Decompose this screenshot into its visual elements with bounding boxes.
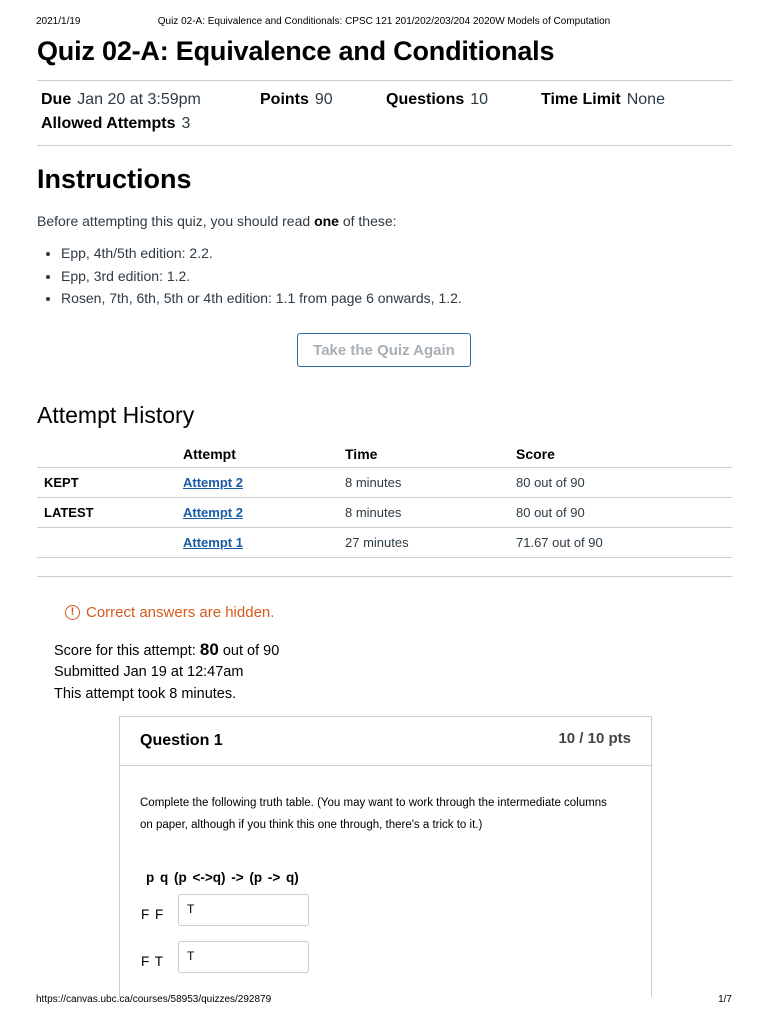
instructions-intro — [37, 213, 397, 229]
table-row — [37, 528, 732, 558]
score-prefix: Score for this attempt: — [54, 643, 200, 659]
truth-table-header: p q (p <->q) -> (p -> q) — [146, 870, 299, 885]
table-header-row — [37, 440, 732, 468]
answer-field[interactable]: T — [178, 941, 309, 973]
column-header-attempt: Attempt — [183, 440, 345, 468]
due-value: Jan 20 at 3:59pm — [77, 91, 201, 108]
question-points: 10 / 10 pts — [558, 730, 631, 747]
alert-circle-icon: ! — [65, 605, 80, 620]
question-header — [120, 717, 651, 766]
take-quiz-again-button[interactable]: Take the Quiz Again — [297, 333, 471, 367]
questions-value: 10 — [470, 91, 489, 108]
attempt-score: 71.67 out of 90 — [516, 528, 732, 558]
attempt-row-label: KEPT — [37, 468, 183, 498]
question-title: Question 1 — [140, 732, 223, 749]
reading-item: • Epp, 3rd edition: 1.2. — [61, 267, 462, 290]
attempt-time: 27 minutes — [345, 528, 516, 558]
divider — [37, 576, 732, 577]
intro-text: Before attempting this quiz, you should read — [37, 213, 315, 229]
answers-hidden-notice — [65, 604, 274, 621]
attempt-duration: This attempt took 8 minutes. — [54, 686, 237, 702]
print-url: https://canvas.ubc.ca/courses/58953/quizzes/292879 — [36, 994, 272, 1005]
truth-table-row-label: F F — [141, 907, 164, 922]
quiz-time-limit — [541, 91, 665, 109]
divider — [37, 80, 732, 81]
allowed-attempts-label: Allowed Attempts — [41, 115, 176, 132]
page-title: Quiz 02-A: Equivalence and Conditionals — [37, 36, 555, 66]
answer-field[interactable]: T — [178, 894, 309, 926]
attempt-history-table — [37, 440, 732, 558]
divider — [37, 145, 732, 146]
print-date: 2021/1/19 — [36, 16, 81, 27]
score-value: 80 — [199, 640, 219, 659]
points-value: 90 — [314, 91, 333, 108]
time-limit-value: None — [626, 91, 665, 108]
attempt-time: 8 minutes — [345, 498, 516, 528]
quiz-questions — [386, 91, 488, 109]
question-text: Complete the following truth table. (You may want to work through the intermediate columns on paper, although if you think this one through, there's a trick to it.) — [140, 797, 607, 831]
print-document-title: Quiz 02-A: Equivalence and Conditionals: CPSC 121 201/202/203/204 2020W Models of Computation — [157, 16, 611, 27]
quiz-points — [260, 91, 333, 109]
column-header-score: Score — [516, 440, 732, 468]
intro-text-end: of these: — [338, 213, 397, 229]
print-page-number: 1/7 — [718, 994, 732, 1005]
instructions-heading: Instructions — [37, 164, 192, 194]
attempt-link[interactable]: Attempt 2 — [183, 505, 243, 520]
attempt-history-heading: Attempt History — [37, 402, 195, 428]
attempt-score: 80 out of 90 — [516, 468, 732, 498]
attempt-row-label: LATEST — [37, 498, 183, 528]
question-card — [119, 716, 652, 997]
quiz-due — [41, 91, 201, 109]
intro-emphasis: one — [314, 213, 339, 229]
points-label: Points — [260, 91, 309, 108]
allowed-attempts-value: 3 — [181, 115, 191, 132]
attempt-link[interactable]: Attempt 2 — [183, 475, 243, 490]
questions-label: Questions — [386, 91, 465, 108]
score-suffix: out of 90 — [218, 643, 280, 659]
attempt-score: 80 out of 90 — [516, 498, 732, 528]
attempt-row-label — [37, 528, 183, 558]
time-limit-label: Time Limit — [541, 91, 621, 108]
table-row — [37, 498, 732, 528]
attempt-score-summary — [54, 640, 279, 660]
reading-list — [44, 244, 462, 312]
due-label: Due — [41, 91, 72, 108]
column-header-label — [37, 440, 183, 468]
reading-item: • Epp, 4th/5th edition: 2.2. — [61, 244, 462, 267]
attempt-time: 8 minutes — [345, 468, 516, 498]
submitted-time: Submitted Jan 19 at 12:47am — [54, 664, 244, 680]
reading-item: • Rosen, 7th, 6th, 5th or 4th edition: 1.1 from page 6 onwards, 1.2. — [61, 289, 462, 312]
column-header-time: Time — [345, 440, 516, 468]
quiz-allowed-attempts — [41, 115, 190, 133]
table-row — [37, 468, 732, 498]
truth-table-row-label: F T — [141, 954, 163, 969]
attempt-link[interactable]: Attempt 1 — [183, 535, 243, 550]
notice-text: Correct answers are hidden. — [86, 604, 275, 621]
